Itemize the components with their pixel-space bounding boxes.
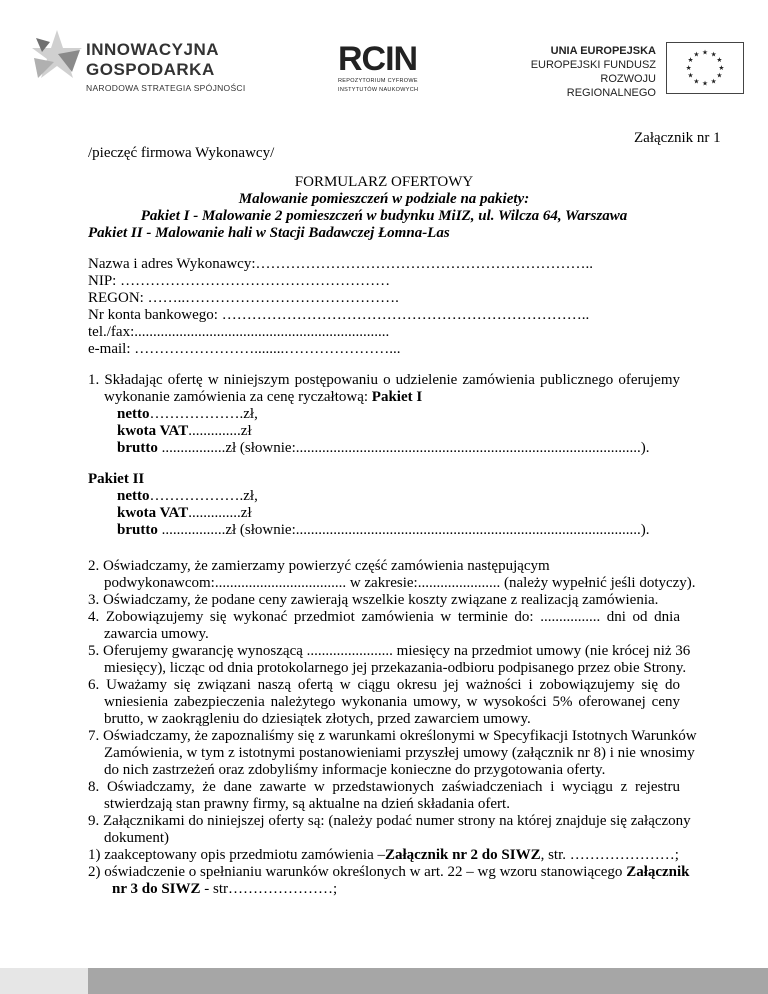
item4-line1: 4. Zobowiązujemy się wykonać przedmiot zamówienia w terminie do: ................ dni od dnia — [88, 609, 680, 625]
field-email: e-mail: ……………………........…………………... — [88, 341, 401, 357]
svg-text:★: ★ — [685, 63, 692, 72]
item8-line2: stwierdzają stan prawny firmy, są aktualne na dzień składania ofert. — [104, 796, 510, 812]
item4-line2: zawarcia umowy. — [104, 626, 209, 642]
item1-line2: wykonanie zamówienia za cenę ryczałtową: Pakiet I — [104, 389, 423, 405]
pakiet1-vat: kwota VAT..............zł — [117, 423, 252, 439]
eu-flag-icon — [666, 42, 744, 94]
company-stamp-label: /pieczęć firmowa Wykonawcy/ — [88, 145, 275, 161]
item7-line1: 7. Oświadczamy, że zapoznaliśmy się z warunkami określonymi w Specyfikacji Istotnych Warunków — [88, 728, 697, 744]
eu-line2: EUROPEJSKI FUNDUSZ — [530, 59, 656, 71]
pakiet1-netto: netto……………….zł, — [117, 406, 258, 422]
rcin-sub2: INSTYTUTÓW NAUKOWYCH — [338, 87, 419, 93]
svg-text:★: ★ — [693, 50, 700, 59]
svg-text:★: ★ — [693, 77, 700, 86]
svg-text:★: ★ — [718, 63, 725, 72]
svg-text:★: ★ — [710, 77, 717, 86]
svg-text:★: ★ — [710, 50, 717, 59]
rcin-word: RCIN — [338, 40, 418, 78]
pakiet1-brutto: brutto .................zł (słownie:............................................................................................). — [117, 440, 650, 456]
item1-line1: 1. Składając ofertę w niniejszym postępowaniu o udzielenie zamówienia publicznego oferujemy — [88, 372, 680, 388]
ig-line3: NARODOWA STRATEGIA SPÓJNOŚCI — [86, 83, 246, 93]
svg-text:★: ★ — [687, 71, 694, 80]
svg-text:★: ★ — [701, 48, 709, 57]
item6-line3: brutto, w zaokrągleniu do dziesiątek złotych, przed zawarciem umowy. — [104, 711, 531, 727]
item3: 3. Oświadczamy, że podane ceny zawierają wszelkie koszty związane z realizacją zamówienia. — [88, 592, 659, 608]
item2-line1: 2. Oświadczamy, że zamierzamy powierzyć część zamówienia następującym — [88, 558, 550, 574]
attachment-1: 1) zaakceptowany opis przedmiotu zamówienia –Załącznik nr 2 do SIWZ, str. …………………; — [88, 847, 679, 863]
svg-text:★: ★ — [716, 56, 723, 65]
pakiet2-vat: kwota VAT..............zł — [117, 505, 252, 521]
item9-line2: dokument) — [104, 830, 169, 846]
item6-line2: wniesienia zabezpieczenia należytego wykonania umowy, w wysokości 5% oferowanej ceny — [104, 694, 680, 710]
ig-line1: INNOWACYJNA — [86, 40, 220, 59]
pakiet2-netto: netto……………….zł, — [117, 488, 258, 504]
field-regon: REGON: ……..……………………………………. — [88, 290, 399, 306]
pakiet-1-label: Pakiet I — [371, 389, 423, 405]
ig-star-icon — [28, 28, 86, 84]
item5-line2: miesięcy), licząc od dnia protokolarnego jej przekazania-odbioru podpisanego przez obie Strony. — [104, 660, 687, 676]
attachment-2-line2: nr 3 do SIWZ - str…………………; — [112, 881, 338, 897]
field-name-address: Nazwa i adres Wykonawcy:………………………………………………………….. — [88, 256, 594, 272]
rcin-sub1: REPOZYTORIUM CYFROWE — [338, 78, 418, 84]
footer-band-left — [0, 968, 88, 994]
field-bank-account: Nr konta bankowego: ……………………………………………………………….. — [88, 307, 590, 323]
pakiet2-brutto: brutto .................zł (słownie:............................................................................................). — [117, 522, 650, 538]
annex-label: Załącznik nr 1 — [634, 130, 721, 146]
eu-logo — [516, 42, 746, 98]
eu-line3: ROZWOJU REGIONALNEGO — [566, 73, 656, 99]
item7-line2: Zamówienia, w tym z istotnymi postanowieniami przyszłej umowy (załącznik nr 8) i nie wnosimy — [104, 745, 695, 761]
subtitle-line3: Pakiet II - Malowanie hali w Stacji Badawczej Łomna-Las — [88, 225, 450, 241]
innowacyjna-gospodarka-logo — [28, 26, 288, 96]
subtitle-line1: Malowanie pomieszczeń w podziale na pakiety: — [238, 191, 530, 207]
svg-text:★: ★ — [701, 79, 709, 88]
field-nip: NIP: ……………………………………………… — [88, 273, 391, 289]
item7-line3: do nich zastrzeżeń oraz zdobyliśmy informacje konieczne do przygotowania oferty. — [104, 762, 606, 778]
eu-line1: UNIA EUROPEJSKA — [550, 45, 656, 57]
svg-text:★: ★ — [687, 56, 694, 65]
attachment-2-line1: 2) oświadczenie o spełnianiu warunków określonych w art. 22 – wg wzoru stanowiącego Załącznik — [88, 864, 690, 880]
item6-line1: 6. Uważamy się związani naszą ofertą w ciągu okresu jej ważności i zobowiązujemy się do — [88, 677, 680, 693]
field-tel-fax: tel./fax:.................................................................... — [88, 324, 390, 340]
ig-line2: GOSPODARKA — [86, 60, 215, 79]
svg-text:★: ★ — [716, 71, 723, 80]
item2-line2: podwykonawcom:................................... w zakresie:...................... (należy wypełnić jeśli dotyczy). — [104, 575, 696, 591]
item8-line1: 8. Oświadczamy, że dane zawarte w przedstawionych zaświadczeniach i wyciągu z rejestru — [88, 779, 680, 795]
footer-band — [88, 968, 768, 994]
subtitle-line2: Pakiet I - Malowanie 2 pomieszczeń w budynku MiIZ, ul. Wilcza 64, Warszawa — [140, 208, 628, 224]
item9-line1: 9. Załącznikami do niniejszej oferty są: (należy podać numer strony na której znajduje się załączony — [88, 813, 691, 829]
rcin-logo — [338, 42, 448, 100]
form-title: FORMULARZ OFERTOWY — [294, 174, 474, 190]
item5-line1: 5. Oferujemy gwarancję wynoszącą ....................... miesięcy na przedmiot umowy (nie krócej niż 36 — [88, 643, 691, 659]
pakiet-2-heading: Pakiet II — [88, 471, 145, 487]
